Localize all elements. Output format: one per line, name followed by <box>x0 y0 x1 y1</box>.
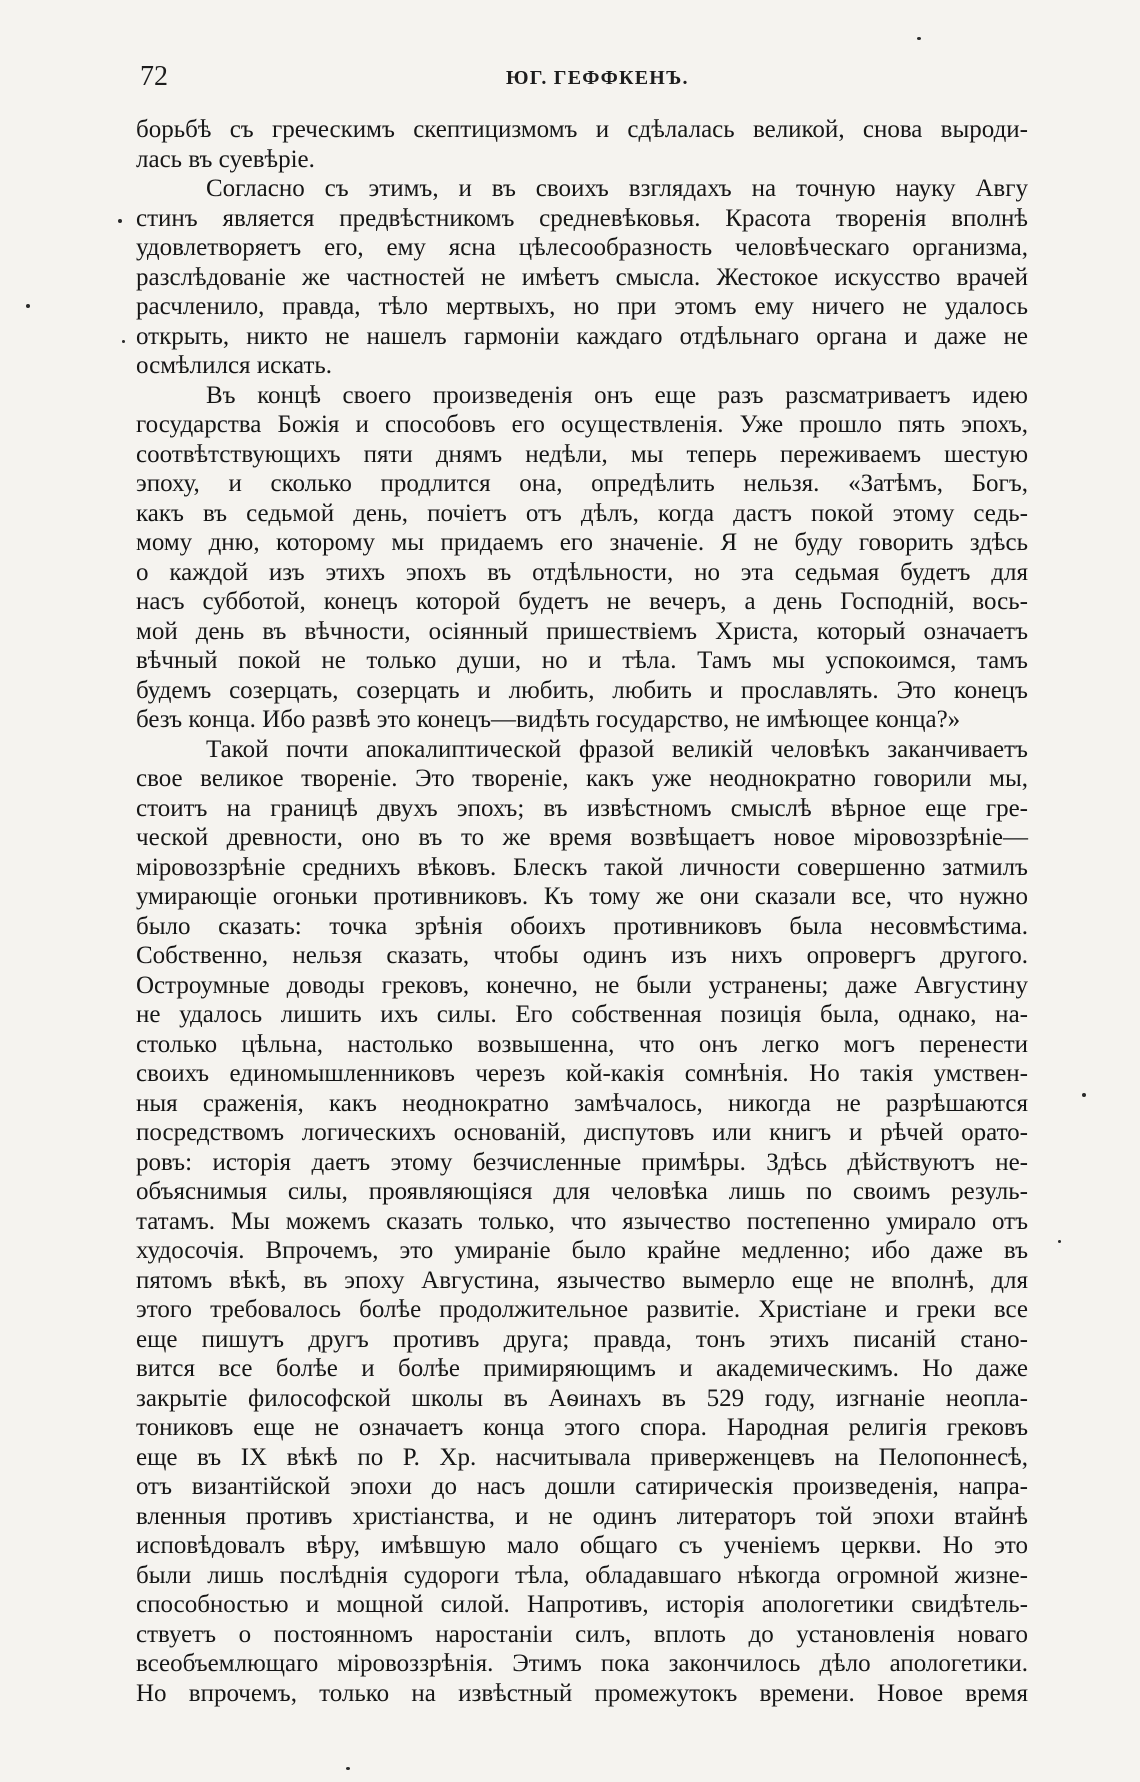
text-line: ческой древности, оно въ то же время возвѣщаетъ новое міровоззрѣніе— <box>136 824 1028 851</box>
text-line: ствуетъ о постоянномъ наростаніи силъ, вплоть до установленія новаго <box>136 1620 1028 1648</box>
text-line: соотвѣтствующихъ пяти днямъ недѣли, мы теперь переживаемъ шестую <box>136 440 1028 468</box>
text-line: этого требовалось болѣе продолжительное развитіе. Христіане и греки все <box>136 1296 1028 1323</box>
text-line: свое великое твореніе. Это твореніе, какъ уже неоднократно говорили мы, <box>136 765 1028 792</box>
text-line: безъ конца. Ибо развѣ это конецъ—видѣть государство, не имѣющее конца?» <box>136 706 961 733</box>
text-line: посредствомъ логическихъ основаній, диспутовъ или книгъ и рѣчей орато- <box>136 1119 1028 1146</box>
text-line: своихъ единомышленниковъ черезъ кой-какія сомнѣнія. Но такія умствен- <box>136 1060 1028 1087</box>
text-line: Въ концѣ своего произведенія онъ еще разъ разсматриваетъ идею <box>206 381 1028 409</box>
print-speck <box>1082 1093 1086 1097</box>
text-line: ровъ: исторія даетъ этому безчисленные примѣры. Здѣсь дѣйствуютъ не- <box>136 1148 1028 1176</box>
body-text <box>136 115 1028 1708</box>
text-line: отъ византійской эпохи до насъ дошли сатирическія произведенія, напра- <box>136 1473 1028 1500</box>
text-line: разслѣдованіе же частностей не имѣетъ смысла. Жестокое искусство врачей <box>136 263 1028 291</box>
text-line: было сказать: точка зрѣнія обоихъ противниковъ была несовмѣстима. <box>136 912 1028 940</box>
text-line: закрытіе философской школы въ Аѳинахъ въ 529 году, изгнаніе неопла- <box>136 1384 1028 1412</box>
page-number: 72 <box>140 61 168 92</box>
text-line: Согласно съ этимъ, и въ своихъ взглядахъ на точную науку Авгу <box>206 175 1028 202</box>
text-line: Но впрочемъ, только на извѣстный промежутокъ времени. Новое время <box>136 1679 1028 1707</box>
page-header <box>136 60 1028 94</box>
text-line: удовлетворяетъ его, ему ясна цѣлесообразность человѣческаго организма, <box>136 234 1028 261</box>
print-speck <box>1058 1240 1061 1243</box>
text-line: способностью и мощной силой. Напротивъ, исторія апологетики свидѣтель- <box>136 1591 1028 1618</box>
text-line: мой день въ вѣчности, осіянный пришествіемъ Христа, который означаетъ <box>136 617 1028 645</box>
text-line: о каждой изъ этихъ эпохъ въ отдѣльности, но эта седьмая будетъ для <box>136 558 1028 586</box>
text-line: борьбѣ съ греческимъ скептицизмомъ и сдѣлалась великой, снова выроди- <box>136 116 1028 143</box>
text-line: Остроумные доводы грековъ, конечно, не были устранены; даже Августину <box>136 971 1028 999</box>
text-line: худосочія. Впрочемъ, это умираніе было крайне медленно; ибо даже въ <box>136 1237 1028 1264</box>
text-line: столько цѣльна, настолько возвышенна, что онъ легко могъ перенести <box>136 1030 1028 1058</box>
text-line: открыть, никто не нашелъ гармоніи каждаго отдѣльнаго органа и даже не <box>136 322 1028 350</box>
text-line: были лишь послѣднія судороги тѣла, обладавшаго нѣкогда огромной жизне- <box>136 1561 1028 1589</box>
text-line: вѣчный покой не только души, но и тѣла. Тамъ мы успокоимся, тамъ <box>136 647 1028 674</box>
print-speck <box>118 219 122 223</box>
print-speck <box>917 37 921 40</box>
text-line: пятомъ вѣкѣ, въ эпоху Августина, язычество вымерло еще не вполнѣ, для <box>136 1266 1028 1294</box>
text-line: ныя сраженія, какъ неоднократно замѣчалось, никогда не разрѣшаются <box>136 1089 1028 1117</box>
text-line: осмѣлился искать. <box>136 352 333 379</box>
text-line: вленныя противъ христіанства, и не одинъ литераторъ той эпохи втайнѣ <box>136 1502 1028 1530</box>
text-line: насъ субботой, конецъ которой будетъ не вечеръ, а день Господній, вось- <box>136 588 1028 615</box>
text-line: эпоху, и сколько продлится она, опредѣлить нельзя. «Затѣмъ, Богъ, <box>136 470 1028 497</box>
text-line: объяснимыя силы, проявляющіяся для человѣка лишь по своимъ резуль- <box>136 1178 1028 1205</box>
text-line: Такой почти апокалиптической фразой великій человѣкъ заканчиваетъ <box>206 735 1028 763</box>
text-line: татамъ. Мы можемъ сказать только, что язычество постепенно умирало отъ <box>136 1207 1028 1235</box>
text-line: будемъ созерцать, созерцать и любить, любить и прославлять. Это конецъ <box>136 676 1028 704</box>
text-line: міровоззрѣніе среднихъ вѣковъ. Блескъ такой личности совершенно затмилъ <box>136 853 1028 881</box>
text-line: всеобъемлющаго міровоззрѣнія. Этимъ пока закончилось дѣло апологетики. <box>136 1650 1028 1677</box>
text-line: Собственно, нельзя сказать, чтобы одинъ изъ нихъ опровергъ другого. <box>136 942 1028 969</box>
text-line: лась въ суевѣріе. <box>136 145 315 173</box>
text-line: вится все болѣе и болѣе примиряющимъ и академическимъ. Но даже <box>136 1355 1028 1382</box>
text-line: тониковъ еще не означаетъ конца этого спора. Народная религія грековъ <box>136 1414 1028 1441</box>
text-line: не удалось лишить ихъ силы. Его собственная позиція была, однако, на- <box>136 1001 1028 1028</box>
text-line: умирающіе огоньки противниковъ. Къ тому же они сказали все, что нужно <box>136 883 1028 910</box>
print-speck <box>346 1767 350 1770</box>
text-line: расчленило, правда, тѣло мертвыхъ, но при этомъ ему ничего не удалось <box>136 293 1028 320</box>
text-line: исповѣдовалъ вѣру, имѣвшую мало общаго съ ученіемъ церкви. Но это <box>136 1532 1028 1559</box>
text-line: какъ въ седьмой день, почіетъ отъ дѣлъ, когда дастъ покой этому седь- <box>136 499 1028 527</box>
running-head: ЮГ. ГЕФФКЕНЪ. <box>506 67 689 89</box>
text-line: еще пишутъ другъ противъ друга; правда, тонъ этихъ писаній стано- <box>136 1325 1028 1353</box>
print-speck <box>122 340 125 343</box>
print-speck <box>26 304 30 308</box>
text-line: стоитъ на границѣ двухъ эпохъ; въ извѣстномъ смыслѣ вѣрное еще гре- <box>136 794 1028 822</box>
text-line: стинъ является предвѣстникомъ средневѣковья. Красота творенія вполнѣ <box>136 204 1028 232</box>
text-line: мому дню, которому мы придаемъ его значеніе. Я не буду говорить здѣсь <box>136 529 1028 556</box>
text-line: еще въ IX вѣкѣ по Р. Хр. насчитывала приверженцевъ на Пелопоннесѣ, <box>136 1443 1028 1471</box>
text-line: государства Божія и способовъ его осуществленія. Уже прошло пять эпохъ, <box>136 411 1028 438</box>
